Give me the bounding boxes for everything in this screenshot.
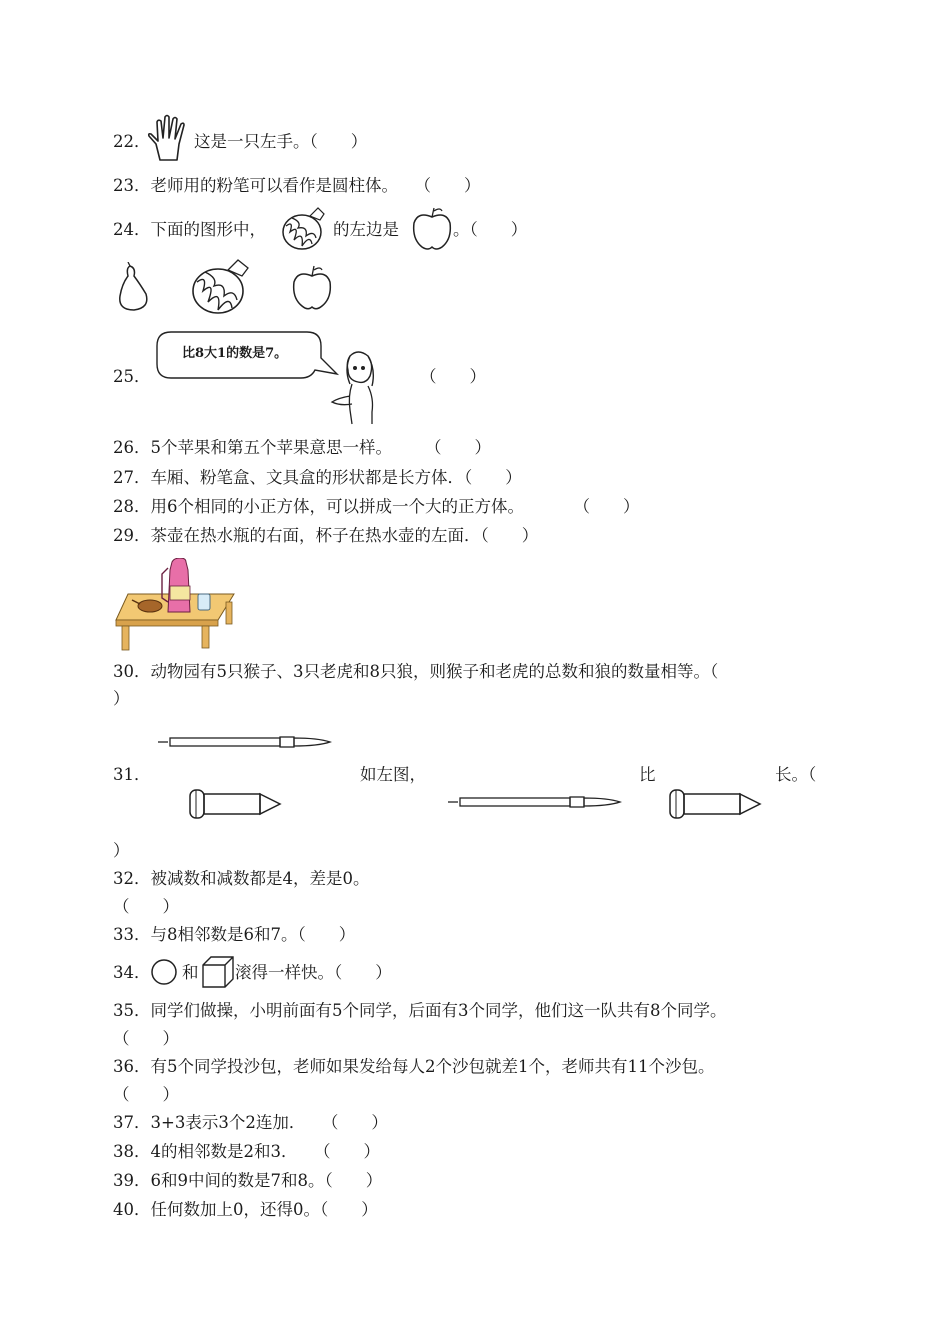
brush-pen-icon: [448, 794, 622, 810]
apple-icon: [290, 264, 334, 312]
question-39: 39．6和9中间的数是7和8。（ ）: [113, 1171, 383, 1190]
question-22: [113, 131, 151, 153]
question-25-answer: （ ）: [420, 367, 486, 386]
brush-pen-icon: [158, 734, 332, 750]
question-34-a: 和: [182, 963, 199, 982]
question-31-a: 如左图，: [360, 765, 426, 784]
question-28: 28．用6个相同的小正方体，可以拼成一个大的正方体。 （ ）: [113, 497, 640, 516]
watermelon-icon: [190, 258, 256, 316]
question-30: 30．动物园有5只猴子、3只老虎和8只狼，则猴子和老虎的总数和狼的数量相等。（: [113, 662, 719, 681]
question-40: 40．任何数加上0，还得0。（ ）: [113, 1200, 378, 1219]
pear-icon: [114, 262, 154, 312]
question-31-c: 长。（: [775, 765, 817, 784]
question-37: 37．3+3表示3个2连加． （ ）: [113, 1113, 388, 1132]
question-24-post: 。（ ）: [453, 220, 528, 239]
question-36: 36．有5个同学投沙包，老师如果发给每人2个沙包就差1个，老师共有11个沙包。: [113, 1057, 715, 1076]
question-34-b: 滚得一样快。（ ）: [235, 963, 392, 982]
question-38: 38．4的相邻数是2和3． （ ）: [113, 1142, 380, 1161]
question-31: 31．: [113, 765, 151, 784]
question-30-cont: ）: [113, 689, 130, 708]
question-number: 22．: [113, 132, 151, 151]
left-hand-icon: [146, 114, 194, 164]
bubble-text: 比8大1的数是7。: [182, 346, 288, 361]
question-24: 24．下面的图形中，: [113, 220, 266, 239]
question-22-text: 这是一只左手。（ ）: [194, 132, 368, 151]
question-33: 33．与8相邻数是6和7。（ ）: [113, 925, 356, 944]
question-29: 29．茶壶在热水瓶的右面，杯子在热水壶的左面．（ ）: [113, 526, 539, 545]
circle-icon: [149, 957, 179, 987]
question-35-cont: （ ）: [113, 1029, 179, 1048]
teacher-icon: [328, 350, 392, 426]
watermelon-icon: [280, 206, 330, 252]
question-23: 23．老师用的粉笔可以看作是圆柱体。 （ ）: [113, 176, 481, 195]
question-26: 26．5个苹果和第五个苹果意思一样。 （ ）: [113, 438, 491, 457]
pencil-eraser-icon: [188, 786, 284, 822]
question-34: 34．: [113, 963, 151, 982]
question-32-cont: （ ）: [113, 897, 179, 916]
question-36-cont: （ ）: [113, 1085, 179, 1104]
question-24-mid: 的左边是: [333, 220, 399, 239]
question-25: 25．: [113, 367, 151, 386]
question-27: 27．车厢、粉笔盒、文具盒的形状都是长方体．（ ）: [113, 468, 522, 487]
cube-icon: [201, 955, 235, 989]
question-32: 32．被减数和减数都是4，差是0。: [113, 869, 370, 888]
table-with-thermos-illustration: [114, 558, 238, 654]
question-31-b: 比: [639, 765, 656, 784]
question-31-cont: ）: [113, 841, 130, 860]
question-35: 35．同学们做操，小明前面有5个同学，后面有3个同学，他们这一队共有8个同学。: [113, 1001, 727, 1020]
pencil-eraser-icon: [668, 786, 764, 822]
apple-icon: [410, 205, 454, 251]
